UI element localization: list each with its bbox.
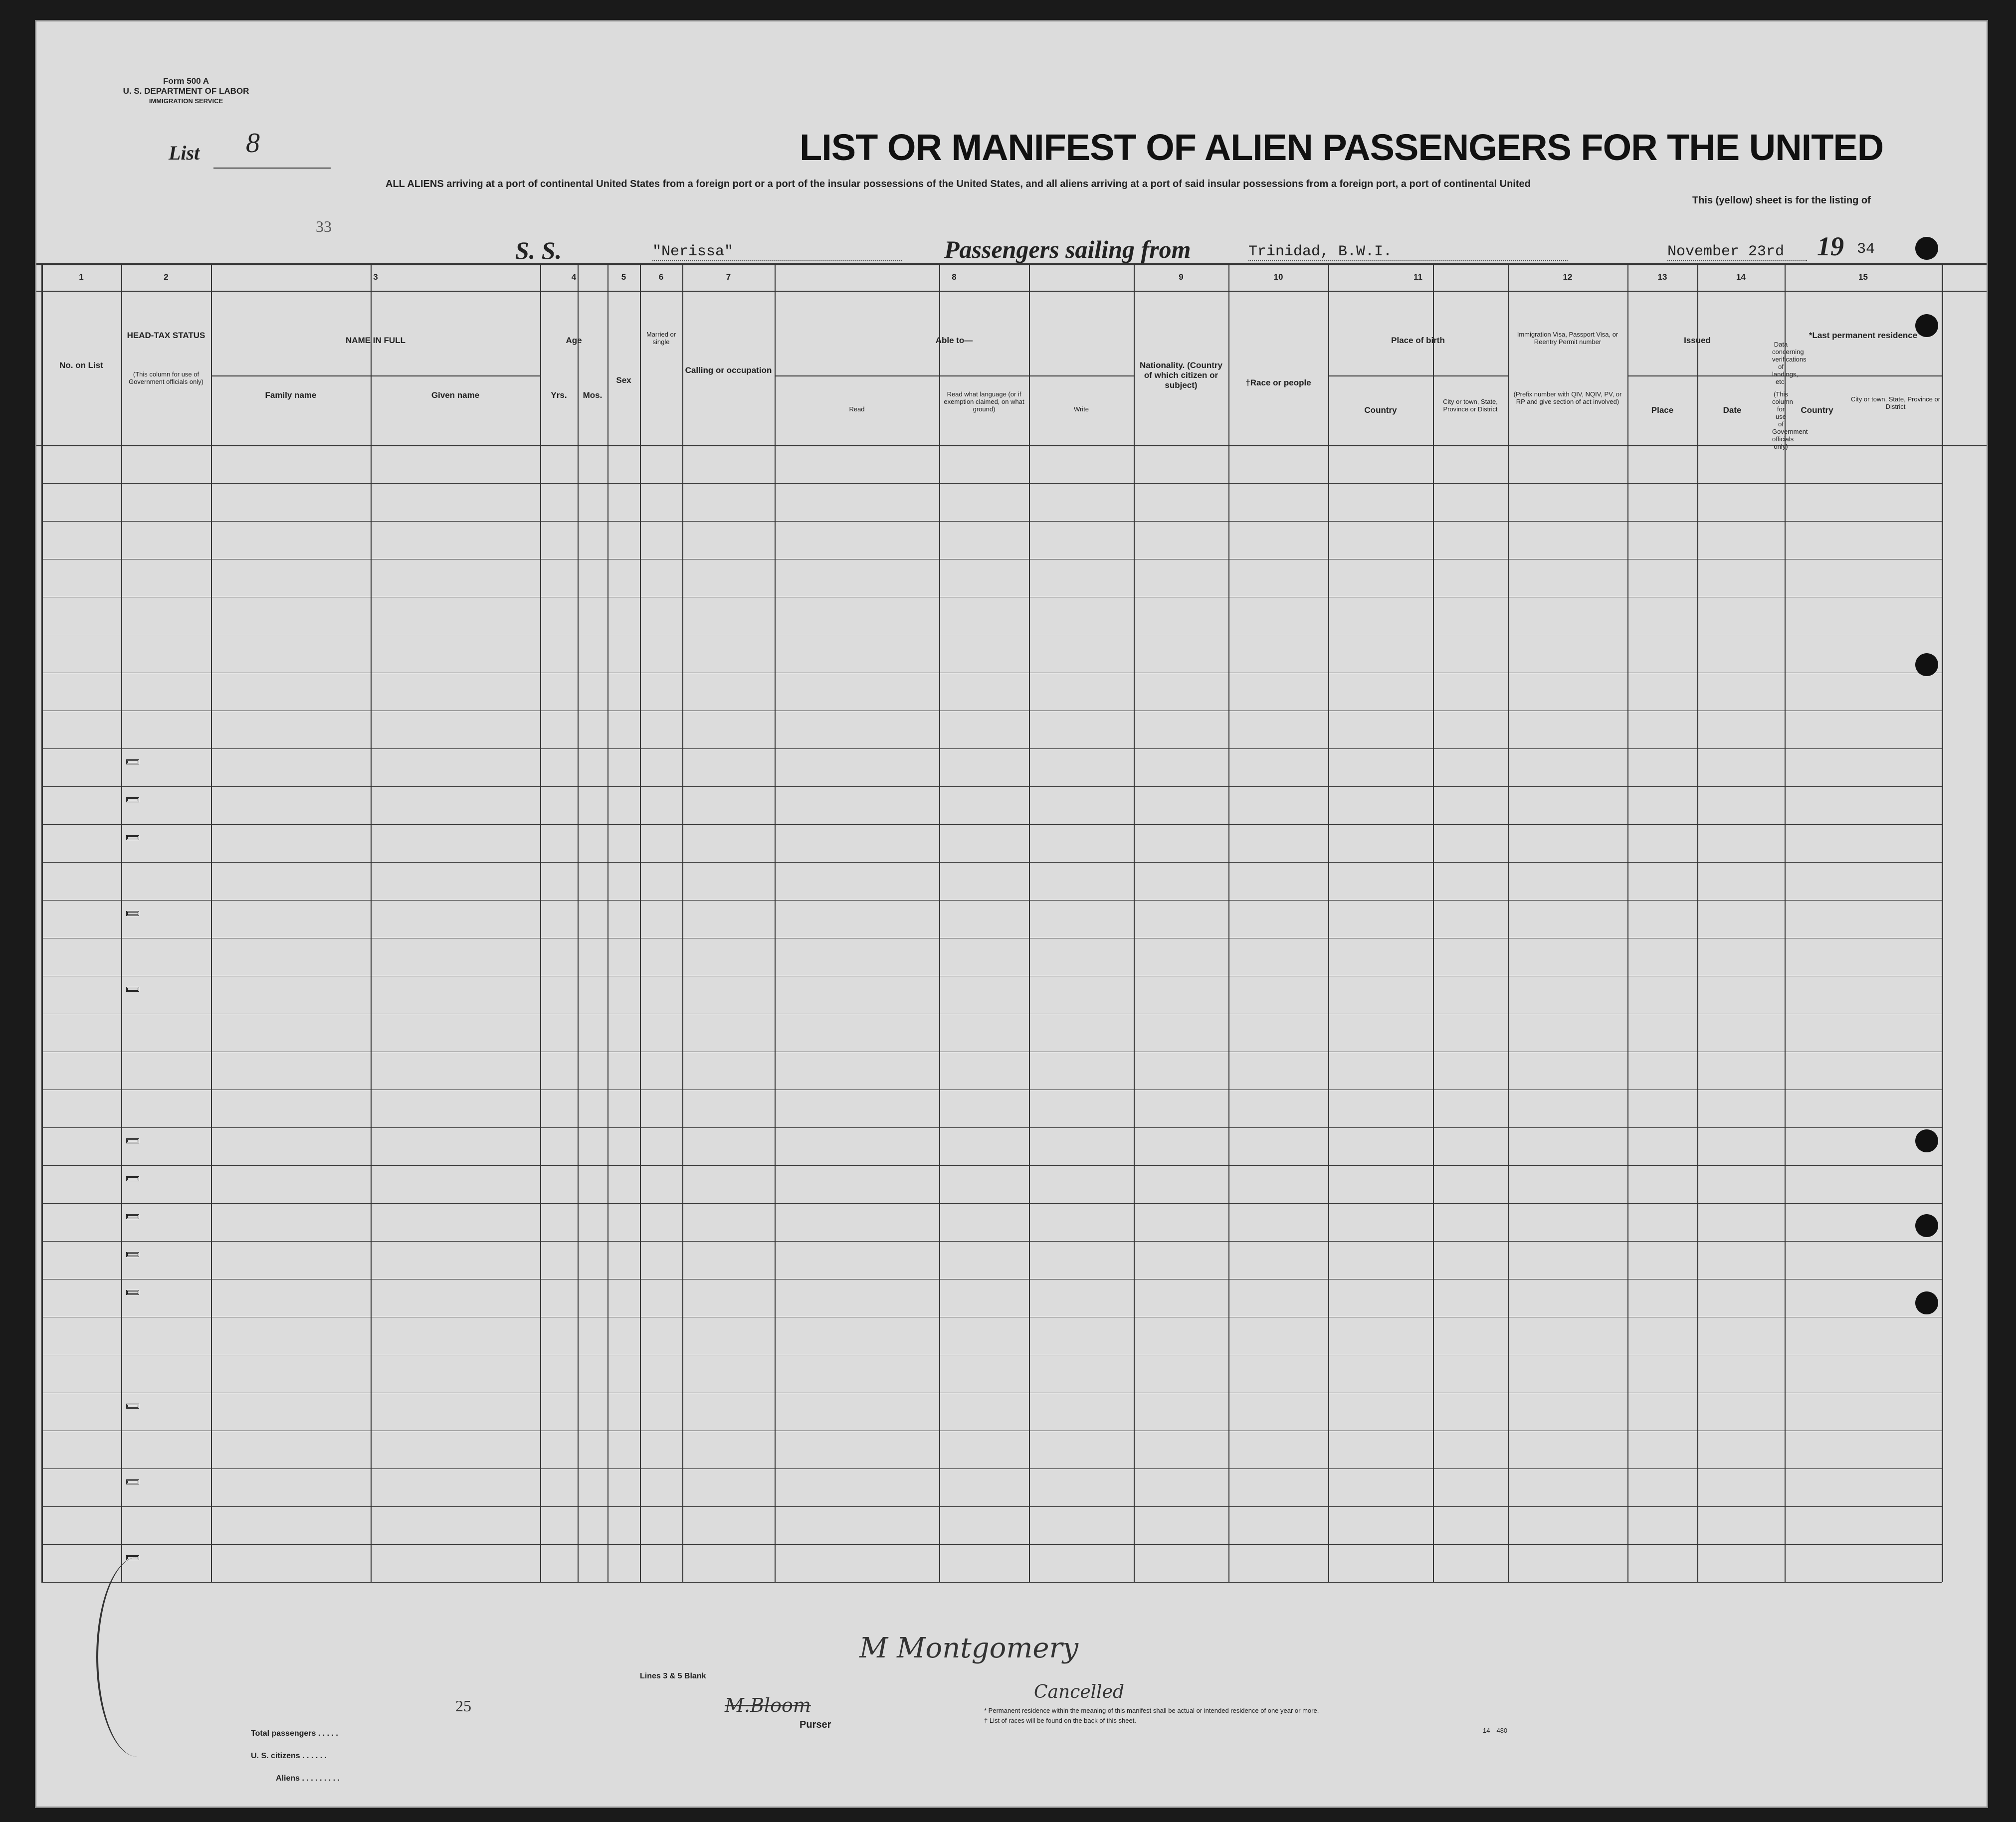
header-no-on-list: No. on List: [59, 361, 103, 370]
header-bottom-rule: [36, 445, 1987, 446]
total-passengers-label: Total passengers . . . . .: [251, 1729, 338, 1738]
header-age: Age: [566, 336, 582, 345]
column-number: 9: [1179, 272, 1184, 282]
column-number: 5: [621, 272, 626, 282]
subheader-rule: [1627, 375, 1797, 376]
header-data-note: (This column for use of Government officials only): [1772, 390, 1808, 450]
head-tax-stamp: [126, 1138, 139, 1143]
column-number: 4: [571, 272, 577, 282]
form-identifier: [111, 76, 261, 106]
sailing-label: Passengers sailing from: [944, 235, 1191, 263]
form-number: Form 500 A: [163, 76, 209, 86]
column-rule: [371, 263, 372, 1582]
header-race: †Race or people: [1245, 378, 1311, 387]
column-rule: [1228, 263, 1229, 1582]
subheader-rule: [1328, 375, 1508, 376]
punch-hole: [1915, 314, 1938, 337]
margin-scribble: [96, 1557, 178, 1757]
row-rule: [41, 1544, 1942, 1545]
footnote-residence: * Permanent residence within the meaning of this manifest shall be actual or intended residence of one year or more.: [984, 1707, 1319, 1714]
header-issued: Issued: [1684, 336, 1711, 345]
header-nationality: Nationality. (Country of which citizen or subject): [1140, 361, 1222, 390]
column-rule: [939, 263, 940, 1582]
column-rule: [1942, 263, 1943, 1582]
header-issued-date: Date: [1723, 405, 1742, 415]
manifest-subtitle: ALL ALIENS arriving at a port of continental United States from a foreign port or a port of the insular possessions of the United States, and all aliens arriving at a port of said insular possessions from a foreign port, a port of continental United: [386, 179, 1531, 189]
head-tax-stamp: [126, 1252, 139, 1257]
column-rule: [607, 263, 608, 1582]
punch-hole: [1915, 1129, 1938, 1152]
header-data-concerning: Data concerning verifications of landings, etc.: [1772, 341, 1807, 385]
row-rule: [41, 1241, 1942, 1242]
header-family-name: Family name: [265, 390, 317, 400]
header-read: Read: [849, 405, 865, 413]
row-rule: [41, 1127, 1942, 1128]
departure-port: Trinidad, B.W.I.: [1248, 243, 1568, 261]
column-rule: [578, 263, 579, 1582]
column-rule: [1697, 263, 1698, 1582]
subheader-rule: [775, 375, 1134, 376]
punch-hole: [1915, 653, 1938, 676]
row-rule: [41, 1203, 1942, 1204]
total-count: 25: [455, 1697, 471, 1715]
margin-mark: 33: [316, 217, 332, 235]
row-rule: [41, 824, 1942, 825]
header-yrs: Yrs.: [551, 390, 567, 400]
purser-signature: M.Bloom: [725, 1694, 811, 1716]
header-write: Write: [1073, 405, 1089, 413]
header-visa: Immigration Visa, Passport Visa, or Reentry Permit number: [1517, 331, 1618, 346]
column-number: 7: [726, 272, 731, 282]
header-given-name: Given name: [431, 390, 480, 400]
department: U. S. DEPARTMENT OF LABOR: [123, 86, 249, 96]
row-rule: [41, 786, 1942, 787]
head-tax-stamp: [126, 1290, 139, 1295]
table-top-rule: [36, 263, 1987, 265]
column-number: 8: [952, 272, 957, 282]
column-number-rule: [36, 291, 1987, 292]
column-rule: [1508, 263, 1509, 1582]
header-sex: Sex: [616, 375, 631, 385]
row-rule: [41, 521, 1942, 522]
ship-name: "Nerissa": [652, 243, 902, 261]
subheader-rule: [211, 375, 540, 376]
footnote-races: † List of races will be found on the back of this sheet.: [984, 1717, 1136, 1724]
column-rule: [775, 263, 776, 1582]
head-tax-stamp: [126, 1214, 139, 1219]
row-rule: [41, 1165, 1942, 1166]
ss-label: S. S.: [515, 236, 562, 264]
list-underline: [213, 168, 331, 169]
header-residence-country: Country: [1801, 405, 1833, 415]
manifest-subtitle-2: This (yellow) sheet is for the listing of: [1692, 195, 1871, 206]
head-tax-stamp: [126, 1176, 139, 1181]
official-signature: M Montgomery: [859, 1632, 1078, 1664]
column-rule: [121, 263, 122, 1582]
year-suffix: 34: [1857, 241, 1875, 258]
column-rule: [41, 263, 43, 1582]
row-rule: [41, 1506, 1942, 1507]
purser-label: Purser: [800, 1719, 831, 1730]
column-number: 15: [1858, 272, 1868, 282]
punch-hole: [1915, 1291, 1938, 1314]
aliens-label: Aliens . . . . . . . . .: [276, 1774, 340, 1783]
row-rule: [41, 1468, 1942, 1469]
service: IMMIGRATION SERVICE: [149, 97, 223, 105]
column-rule: [540, 263, 541, 1582]
head-tax-stamp: [126, 835, 139, 840]
header-visa-note: (Prefix number with QIV, NQIV, PV, or RP and give section of act involved): [1513, 390, 1622, 405]
header-birth-country: Country: [1364, 405, 1397, 415]
subheader-rule: [1785, 375, 1942, 376]
head-tax-stamp: [126, 987, 139, 992]
column-rule: [1328, 263, 1329, 1582]
row-rule: [41, 900, 1942, 901]
list-number: 8: [246, 128, 260, 159]
header-head-tax-note: (This column for use of Government officials only): [128, 370, 204, 385]
header-place-of-birth: Place of birth: [1391, 336, 1445, 345]
column-rule: [640, 263, 641, 1582]
us-citizens-label: U. S. citizens . . . . . .: [251, 1752, 327, 1760]
header-head-tax: HEAD-TAX STATUS: [127, 331, 205, 340]
row-rule: [41, 748, 1942, 749]
column-rule: [1134, 263, 1135, 1582]
column-number: 3: [373, 272, 378, 282]
head-tax-stamp: [126, 797, 139, 802]
column-rule: [1627, 263, 1628, 1582]
head-tax-stamp: [126, 1479, 139, 1484]
column-number: 12: [1563, 272, 1573, 282]
header-mos: Mos.: [583, 390, 603, 400]
column-number: 14: [1736, 272, 1746, 282]
column-number: 13: [1657, 272, 1667, 282]
header-last-residence: *Last permanent residence: [1809, 331, 1918, 340]
manifest-title: LIST OR MANIFEST OF ALIEN PASSENGERS FOR THE UNITED: [800, 127, 1884, 168]
column-number: 10: [1273, 272, 1283, 282]
sailing-date: November 23rd: [1667, 243, 1807, 261]
punch-hole: [1915, 1214, 1938, 1237]
column-rule: [1029, 263, 1030, 1582]
row-rule: [41, 862, 1942, 863]
header-read-language: Read what language (or if exemption claimed, on what ground): [944, 390, 1024, 413]
form-code: 14—480: [1483, 1727, 1508, 1734]
column-number: 11: [1413, 272, 1422, 282]
column-number: 2: [164, 272, 169, 282]
year-prefix: 19: [1817, 231, 1844, 261]
header-able-to: Able to—: [935, 336, 973, 345]
row-rule: [41, 1582, 1942, 1583]
header-issued-place: Place: [1651, 405, 1674, 415]
row-rule: [41, 483, 1942, 484]
column-rule: [682, 263, 683, 1582]
head-tax-stamp: [126, 1404, 139, 1409]
column-number: 1: [79, 272, 84, 282]
header-residence-city: City or town, State, Province or District: [1850, 395, 1941, 410]
header-married: Married or single: [646, 331, 676, 346]
column-rule: [211, 263, 212, 1582]
header-name-in-full: NAME IN FULL: [346, 336, 405, 345]
head-tax-stamp: [126, 759, 139, 764]
lines-blank-note: Lines 3 & 5 Blank: [640, 1672, 706, 1680]
head-tax-stamp: [126, 911, 139, 916]
manifest-sheet: [35, 20, 1988, 1808]
cancel-note: Cancelled: [1034, 1682, 1125, 1702]
list-label: List: [169, 142, 200, 164]
header-calling: Calling or occupation: [685, 365, 772, 375]
column-number: 6: [658, 272, 664, 282]
column-rule: [1785, 263, 1786, 1582]
header-birth-city: City or town, State, Province or District: [1443, 398, 1498, 413]
column-rule: [1433, 263, 1434, 1582]
punch-hole: [1915, 237, 1938, 260]
